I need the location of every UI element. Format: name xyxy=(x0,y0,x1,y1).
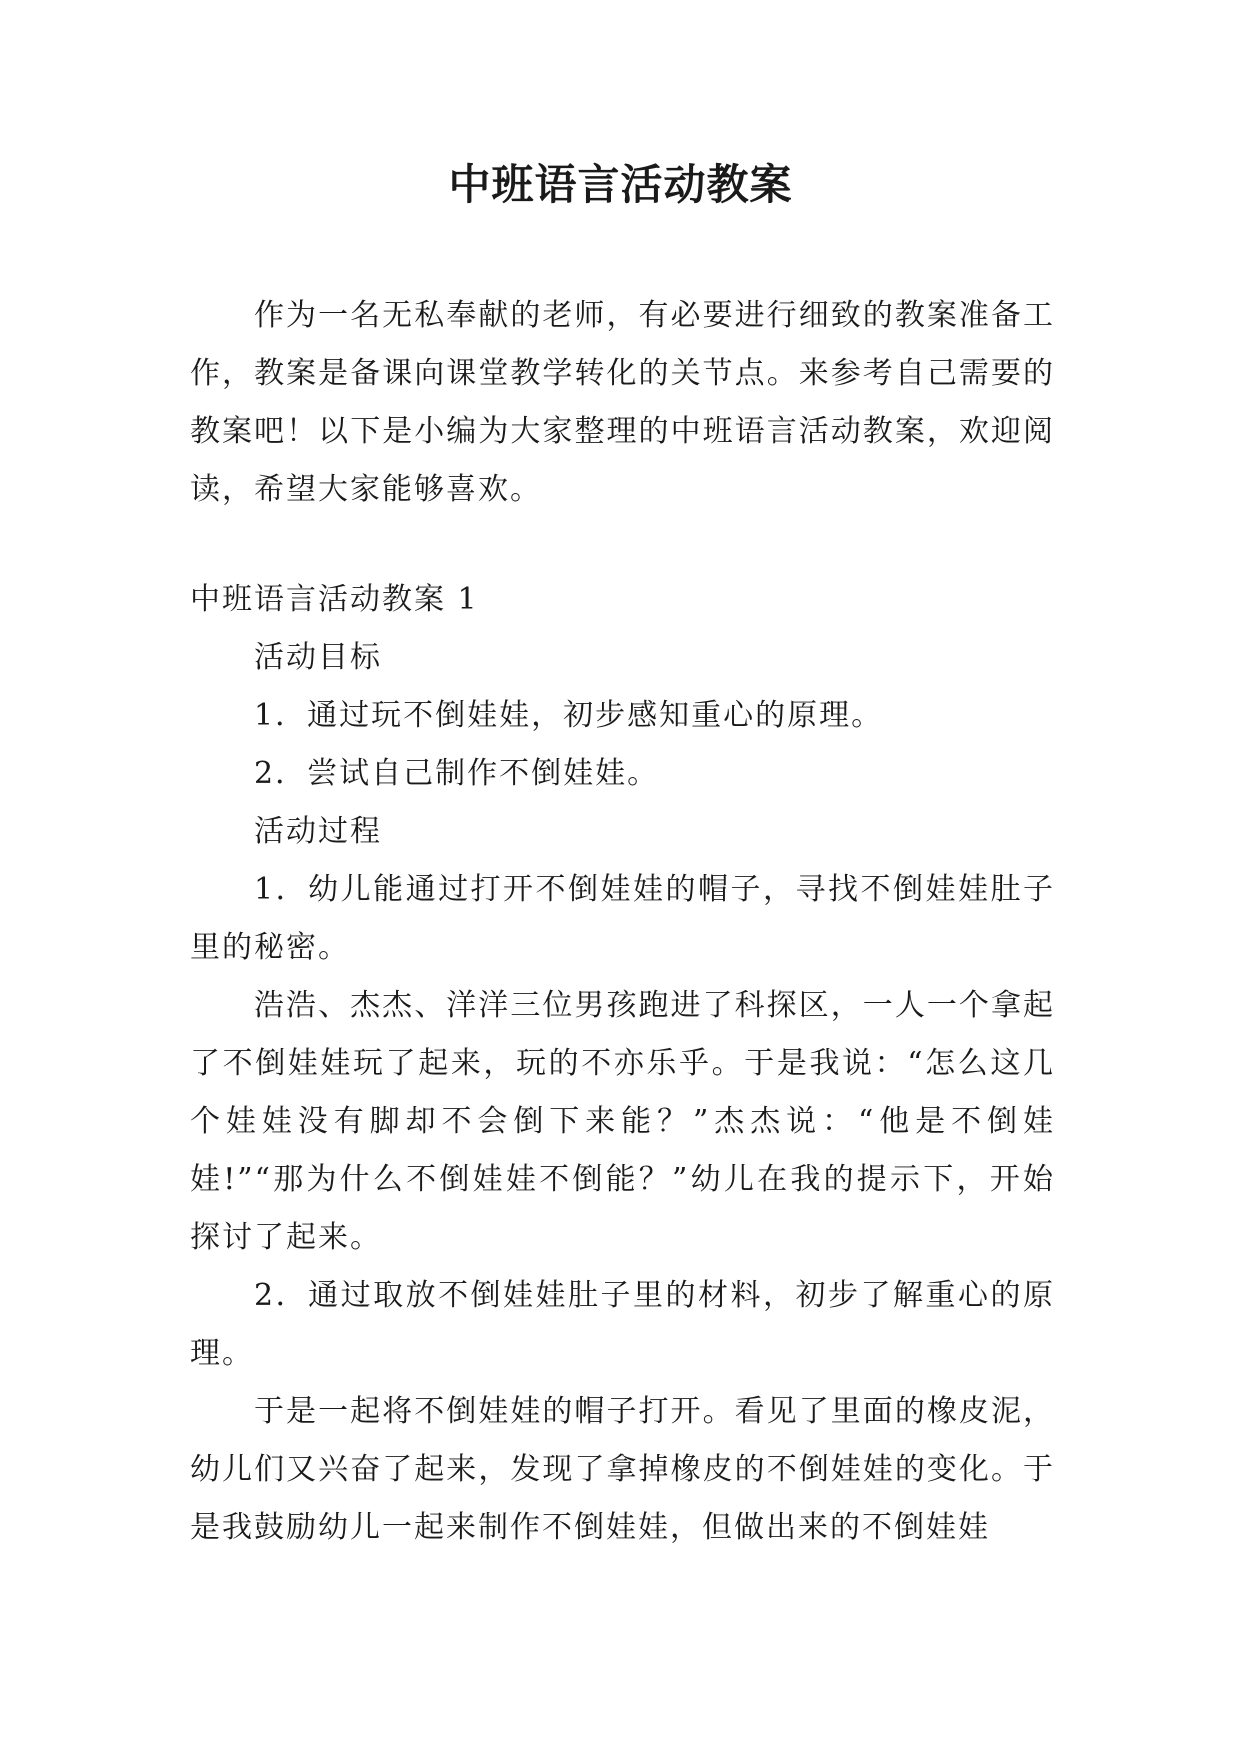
process-paragraph-1: 浩浩、杰杰、洋洋三位男孩跑进了科探区，一人一个拿起了不倒娃娃玩了起来，玩的不亦乐乎。于是我说：“怎么这几个娃娃没有脚却不会倒下来能？”杰杰说：“他是不倒娃娃!”“那为什么不倒娃娃不倒能？”幼儿在我的提示下，开始探讨了起来。 xyxy=(190,988,1055,1255)
section-heading-process: 活动过程 xyxy=(254,814,382,849)
goal-item-2: 2．尝试自己制作不倒娃娃。 xyxy=(254,756,660,791)
document-body xyxy=(190,287,1055,1557)
section-heading-goals: 活动目标 xyxy=(254,640,382,675)
goal-item-1: 1．通过玩不倒娃娃，初步感知重心的原理。 xyxy=(254,698,884,733)
document-title: 中班语言活动教案 xyxy=(448,160,793,209)
process-step-2: 2．通过取放不倒娃娃肚子里的材料，初步了解重心的原理。 xyxy=(190,1278,1055,1371)
section-title: 中班语言活动教案 1 xyxy=(190,582,479,617)
process-paragraph-2: 于是一起将不倒娃娃的帽子打开。看见了里面的橡皮泥，幼儿们又兴奋了起来，发现了拿掉橡皮的不倒娃娃的变化。于是我鼓励幼儿一起来制作不倒娃娃，但做出来的不倒娃娃 xyxy=(190,1394,1055,1545)
intro-paragraph: 作为一名无私奉献的老师，有必要进行细致的教案准备工作，教案是备课向课堂教学转化的关节点。来参考自己需要的教案吧！以下是小编为大家整理的中班语言活动教案，欢迎阅读，希望大家能够喜欢。 xyxy=(190,298,1055,507)
process-step-1: 1．幼儿能通过打开不倒娃娃的帽子，寻找不倒娃娃肚子里的秘密。 xyxy=(190,872,1055,965)
